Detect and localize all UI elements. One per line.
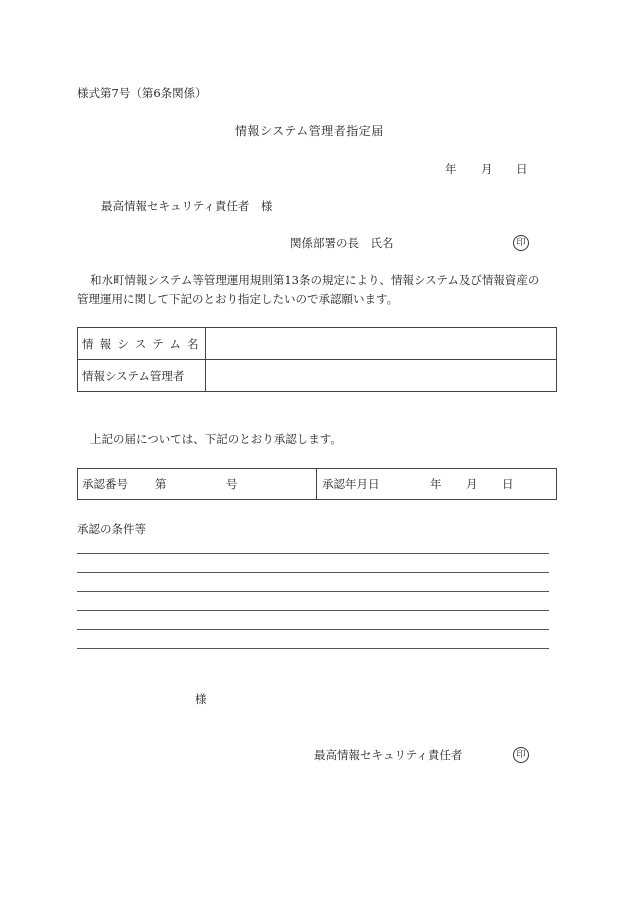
table1-column-divider [205, 327, 206, 392]
conditions-line-5[interactable] [77, 629, 549, 630]
approval-date-year: 年 [430, 477, 442, 491]
table2-column-divider [316, 468, 317, 500]
conditions-line-3[interactable] [77, 591, 549, 592]
approval-statement: 上記の届については、下記のとおり承認します。 [90, 432, 342, 446]
system-name-label: 情報システム名 [82, 337, 205, 351]
seal-mark-applicant: 印 [513, 235, 529, 251]
seal-mark-approver: 印 [513, 747, 529, 763]
approval-number-label: 承認番号 [82, 477, 128, 491]
system-name-field[interactable] [210, 329, 552, 357]
date-month-label: 月 [481, 162, 493, 176]
applicant-name-label: 関係部署の長 氏名 [290, 236, 394, 250]
system-manager-label: 情報システム管理者 [82, 369, 185, 383]
document-title: 情報システム管理者指定届 [235, 124, 384, 138]
approval-date-month: 月 [466, 477, 478, 491]
date-year-label: 年 [445, 162, 457, 176]
date-day-label: 日 [516, 162, 528, 176]
body-text-line-1: 和水町情報システム等管理運用規則第13条の規定により、情報システム及び情報資産の [90, 273, 540, 287]
approval-table [77, 468, 557, 500]
conditions-line-1[interactable] [77, 553, 549, 554]
conditions-line-4[interactable] [77, 610, 549, 611]
approver-title: 最高情報セキュリティ責任者 [314, 748, 463, 762]
approval-date-day: 日 [502, 477, 514, 491]
conditions-line-2[interactable] [77, 572, 549, 573]
recipient-sama: 様 [195, 692, 207, 706]
system-manager-field[interactable] [210, 361, 552, 389]
conditions-label: 承認の条件等 [77, 522, 146, 536]
approval-number-go: 号 [226, 477, 238, 491]
form-number: 様式第7号（第6条関係） [77, 86, 207, 100]
conditions-line-6[interactable] [77, 648, 549, 649]
body-text-line-2: 管理運用に関して下記のとおり指定したいので承認願います。 [77, 292, 399, 306]
addressee: 最高情報セキュリティ責任者 様 [101, 199, 273, 213]
approval-date-label: 承認年月日 [322, 477, 380, 491]
approval-number-dai: 第 [155, 477, 167, 491]
table1-row-divider [77, 359, 557, 360]
